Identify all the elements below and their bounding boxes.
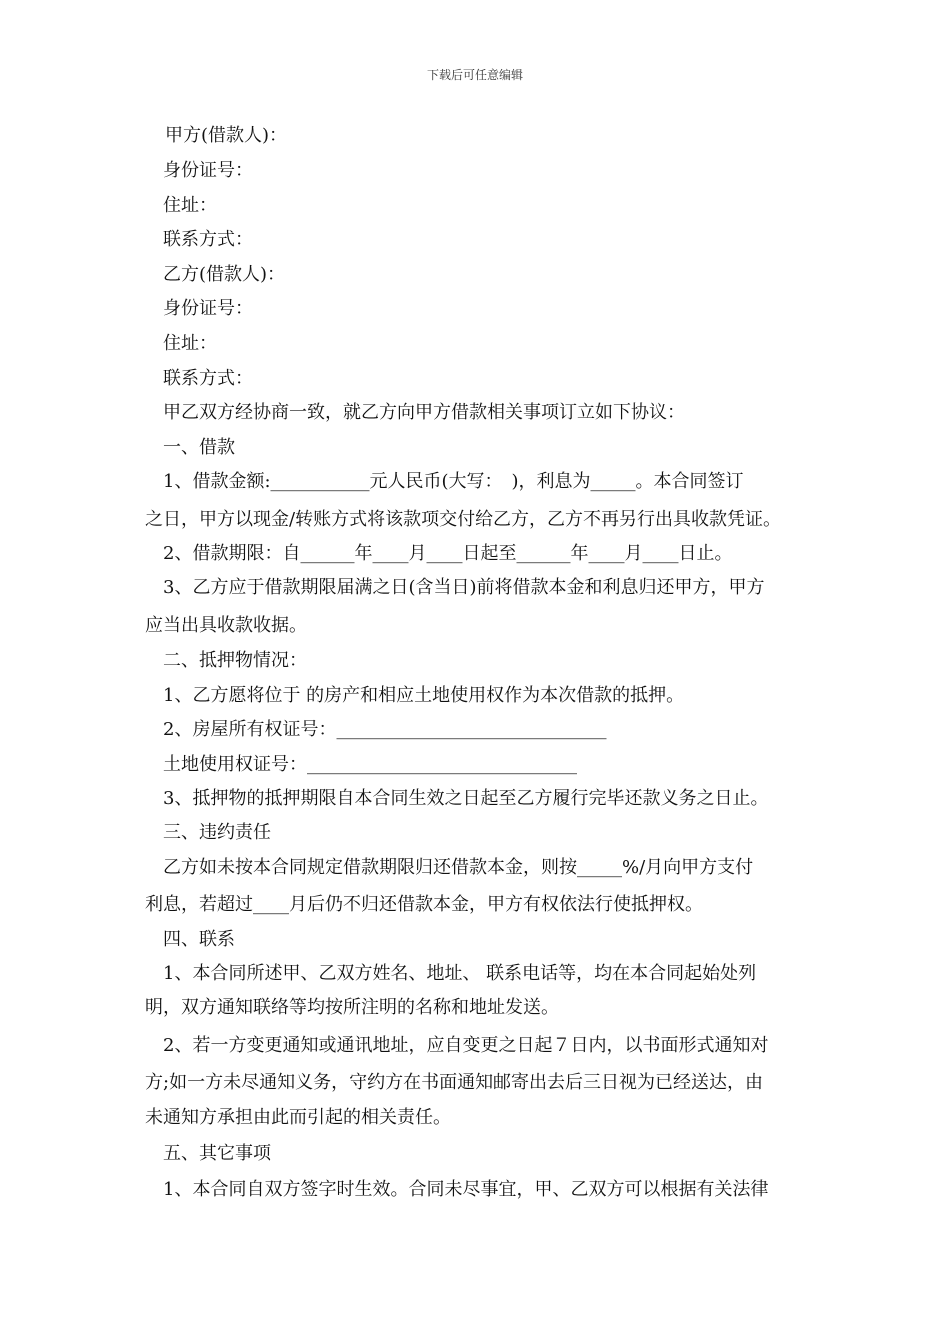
party-a-contact: 联系方式： (163, 229, 253, 250)
breach-clause-cont: 利息，若超过____月后仍不归还借款本金，甲方有权依法行使抵押权。 (145, 894, 703, 915)
breach-clause: 乙方如未按本合同规定借款期限归还借款本金，则按_____%/月向甲方支付 (163, 857, 754, 878)
agreement-intro: 甲乙双方经协商一致，就乙方向甲方借款相关事项订立如下协议： (163, 402, 685, 423)
loan-amount-clause: 1、借款金额:___________元人民币(大写： )，利息为_____。本合同签订 (163, 471, 744, 492)
house-cert-field: 2、房屋所有权证号：______________________________ (163, 719, 607, 740)
section-5-heading: 五、其它事项 (163, 1143, 271, 1164)
party-b-address: 住址： (163, 333, 217, 354)
contact-clause-2-cont2: 未通知方承担由此而引起的相关责任。 (145, 1107, 451, 1128)
section-2-heading: 二、抵押物情况： (163, 650, 307, 671)
other-clause-1: 1、本合同自双方签字时生效。合同未尽事宜，甲、乙双方可以根据有关法律 (163, 1179, 769, 1200)
party-b-id: 身份证号： (163, 298, 253, 319)
collateral-term-clause: 3、抵押物的抵押期限自本合同生效之日起至乙方履行完毕还款义务之日止。 (163, 788, 769, 809)
page-header: 下载后可任意编辑 (426, 68, 523, 82)
party-b-contact: 联系方式： (163, 368, 253, 389)
contact-clause-1-cont: 明，双方通知联络等均按所注明的名称和地址发送。 (145, 997, 559, 1018)
repayment-clause-cont: 应当出具收款收据。 (145, 615, 307, 636)
section-1-heading: 一、借款 (163, 437, 235, 458)
party-a-address: 住址： (163, 195, 217, 216)
repayment-clause: 3、乙方应于借款期限届满之日(含当日)前将借款本金和利息归还甲方，甲方 (163, 577, 765, 598)
section-4-heading: 四、联系 (163, 929, 235, 950)
land-cert-field: 土地使用权证号：______________________________ (163, 754, 577, 775)
collateral-clause: 1、乙方愿将位于 的房产和相应土地使用权作为本次借款的抵押。 (163, 685, 685, 706)
section-3-heading: 三、违约责任 (163, 822, 271, 843)
party-b-label: 乙方(借款人)： (163, 264, 286, 285)
contact-clause-1: 1、本合同所述甲、乙双方姓名、地址、 联系电话等，均在本合同起始处列 (163, 963, 757, 984)
loan-term-clause: 2、借款期限：自______年____月____日起至______年____月____日止。 (163, 543, 733, 564)
party-a-label: 甲方(借款人)： (165, 125, 288, 146)
contact-clause-2: 2、若一方变更通知或通讯地址，应自变更之日起７日内，以书面形式通知对 (163, 1035, 769, 1056)
contact-clause-2-cont: 方;如一方未尽通知义务，守约方在书面通知邮寄出去后三日视为已经送达，由 (145, 1072, 764, 1093)
party-a-id: 身份证号： (163, 160, 253, 181)
loan-amount-clause-cont: 之日，甲方以现金/转账方式将该款项交付给乙方，乙方不再另行出具收款凭证。 (145, 509, 782, 530)
